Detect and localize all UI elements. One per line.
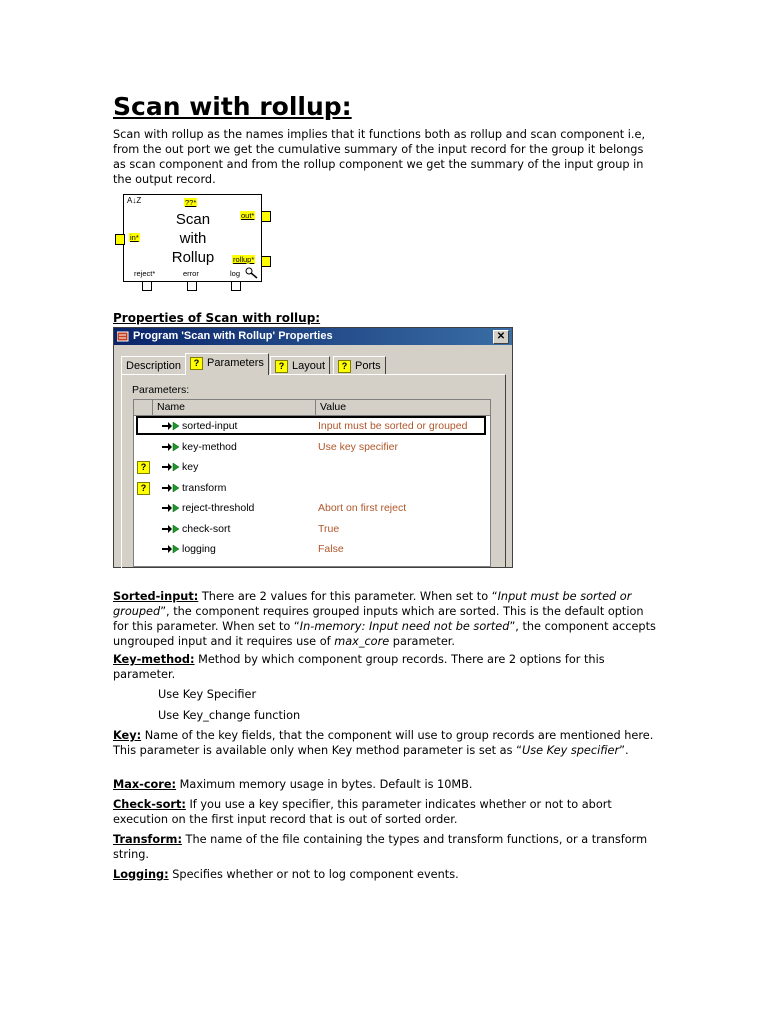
- properties-heading: Properties of Scan with rollup:: [113, 311, 321, 325]
- in-port[interactable]: [115, 234, 125, 245]
- parameter-name: logging: [182, 543, 216, 555]
- parameter-arrow-icon: [162, 442, 180, 452]
- tab-description[interactable]: [121, 356, 186, 374]
- tab-label: Layout: [292, 360, 326, 372]
- key-method-option: Use Key_change function: [158, 709, 301, 722]
- error-port[interactable]: [187, 281, 197, 291]
- component-top-tag: ??*: [185, 198, 197, 207]
- out-port-label: out*: [241, 211, 255, 220]
- parameter-arrow-icon: [162, 483, 180, 493]
- key-term: Key:: [113, 729, 142, 742]
- check-sort-paragraph: [113, 797, 658, 827]
- reject-port-label: reject*: [134, 269, 156, 278]
- max-core-term: Max-core:: [113, 778, 177, 791]
- page-title: Scan with rollup:: [113, 92, 352, 121]
- parameters-label: Parameters:: [132, 384, 190, 396]
- key-method-option: Use Key Specifier: [158, 688, 257, 701]
- dialog-title: Program 'Scan with Rollup' Properties: [133, 330, 333, 342]
- italic-run: In-memory: Input need not be sorted: [299, 620, 510, 633]
- parameters-grid: [133, 399, 491, 567]
- parameter-arrow-icon: [162, 503, 180, 513]
- text-run: ”.: [619, 744, 629, 757]
- component-title: [168, 210, 218, 267]
- parameter-arrow-icon: [162, 462, 180, 472]
- parameter-value[interactable]: Input must be sorted or grouped: [318, 420, 468, 432]
- help-icon: ?: [338, 360, 351, 373]
- component-title-line: Rollup: [171, 249, 215, 266]
- log-port-label: log: [230, 269, 241, 278]
- key-method-paragraph: [113, 652, 658, 682]
- parameter-value[interactable]: Use key specifier: [318, 440, 398, 453]
- rollup-port[interactable]: [261, 256, 271, 267]
- key-paragraph: [113, 728, 658, 758]
- log-port[interactable]: [231, 281, 241, 291]
- text-run: ”, the component requires grouped inputs which are sorted. This is the default option for this parameter. When set to “: [113, 605, 644, 633]
- italic-run: Input must be sorted or grouped: [113, 590, 632, 618]
- error-port-label: error: [183, 269, 199, 278]
- text-run: Name of the key fields, that the component will use to group records are mentioned here. This parameter is available only when Key method parameter is set as “: [113, 729, 654, 757]
- close-icon: ✕: [496, 331, 506, 342]
- text-run: The name of the file containing the types and transform functions, or a transform string.: [113, 833, 648, 861]
- parameter-row[interactable]: [134, 478, 490, 498]
- tab-label: Ports: [355, 360, 381, 372]
- rollup-port-label: rollup*: [233, 255, 255, 264]
- italic-run: Use Key specifier: [521, 744, 620, 757]
- help-icon: ?: [190, 357, 203, 370]
- transform-paragraph: [113, 832, 658, 862]
- program-icon: [117, 331, 129, 342]
- dialog-titlebar: [114, 328, 512, 345]
- sorted-input-term: Sorted-input:: [113, 590, 199, 603]
- close-button[interactable]: [493, 330, 509, 344]
- parameter-row[interactable]: [134, 437, 490, 457]
- text-run: ”, the component accepts ungrouped input and it requires use of: [113, 620, 656, 648]
- text-run: parameter.: [389, 635, 455, 648]
- parameter-value[interactable]: True: [318, 522, 340, 535]
- parameter-name: transform: [182, 481, 227, 494]
- sorted-input-paragraph: [113, 589, 658, 649]
- text-run: If you use a key specifier, this parameter indicates whether or not to abort execution on the first input record that is out of sorted order.: [113, 798, 612, 826]
- tab-parameters[interactable]: [185, 353, 269, 375]
- check-sort-term: Check-sort:: [113, 798, 186, 811]
- text-run: Maximum memory usage in bytes. Default is 10MB.: [176, 778, 473, 791]
- parameter-name: reject-threshold: [182, 502, 255, 514]
- grid-header-blank: [134, 400, 153, 415]
- parameter-value[interactable]: Abort on first reject: [318, 502, 407, 514]
- parameter-row[interactable]: [134, 498, 490, 518]
- parameter-name: key: [182, 461, 199, 473]
- column-header-value[interactable]: Value: [320, 401, 347, 413]
- transform-term: Transform:: [113, 833, 182, 846]
- tab-label: Description: [126, 360, 182, 372]
- intro-paragraph: Scan with rollup as the names implies that it functions both as rollup and scan component i.e, from the out port we get the cumulative summary of the input record for the group it belongs as scan component and from the rollup component we get the summary of the input group in the output record.: [113, 128, 646, 186]
- parameter-arrow-icon: [162, 524, 180, 534]
- logging-term: Logging:: [113, 868, 169, 881]
- magnifier-icon: [245, 267, 259, 279]
- tab-label: Parameters: [207, 357, 264, 369]
- parameter-name: sorted-input: [182, 420, 238, 432]
- logging-paragraph: [113, 867, 658, 882]
- parameter-row[interactable]: [134, 457, 490, 477]
- parameter-row[interactable]: [134, 519, 490, 539]
- selected-row-outline: [136, 416, 486, 435]
- reject-port[interactable]: [142, 281, 152, 291]
- parameter-row[interactable]: [134, 539, 490, 559]
- text-run: Method by which component group records. There are 2 options for this parameter.: [113, 653, 605, 681]
- tab-ports[interactable]: [333, 356, 386, 374]
- properties-dialog: [113, 327, 513, 568]
- parameter-name: key-method: [182, 440, 237, 453]
- required-icon: ?: [137, 482, 150, 495]
- key-method-term: Key-method:: [113, 653, 195, 666]
- text-run: There are 2 values for this parameter. When set to “: [198, 590, 498, 603]
- help-icon: ?: [275, 360, 288, 373]
- max-core-paragraph: [113, 777, 658, 792]
- italic-run: max_core: [334, 635, 390, 648]
- tab-layout[interactable]: [270, 356, 330, 374]
- component-title-line: with: [179, 230, 207, 247]
- grid-header: [134, 400, 490, 416]
- component-title-line: Scan: [175, 211, 211, 228]
- parameter-name: check-sort: [182, 522, 231, 535]
- parameter-arrow-icon: [162, 544, 180, 554]
- text-run: Specifies whether or not to log component events.: [168, 868, 459, 881]
- in-port-label: in*: [130, 233, 139, 242]
- column-header-name[interactable]: Name: [153, 400, 316, 415]
- component-box: [123, 194, 262, 282]
- sort-icon: A↓Z: [127, 196, 142, 205]
- required-icon: ?: [137, 461, 150, 474]
- out-port[interactable]: [261, 211, 271, 222]
- parameter-value[interactable]: False: [318, 543, 344, 555]
